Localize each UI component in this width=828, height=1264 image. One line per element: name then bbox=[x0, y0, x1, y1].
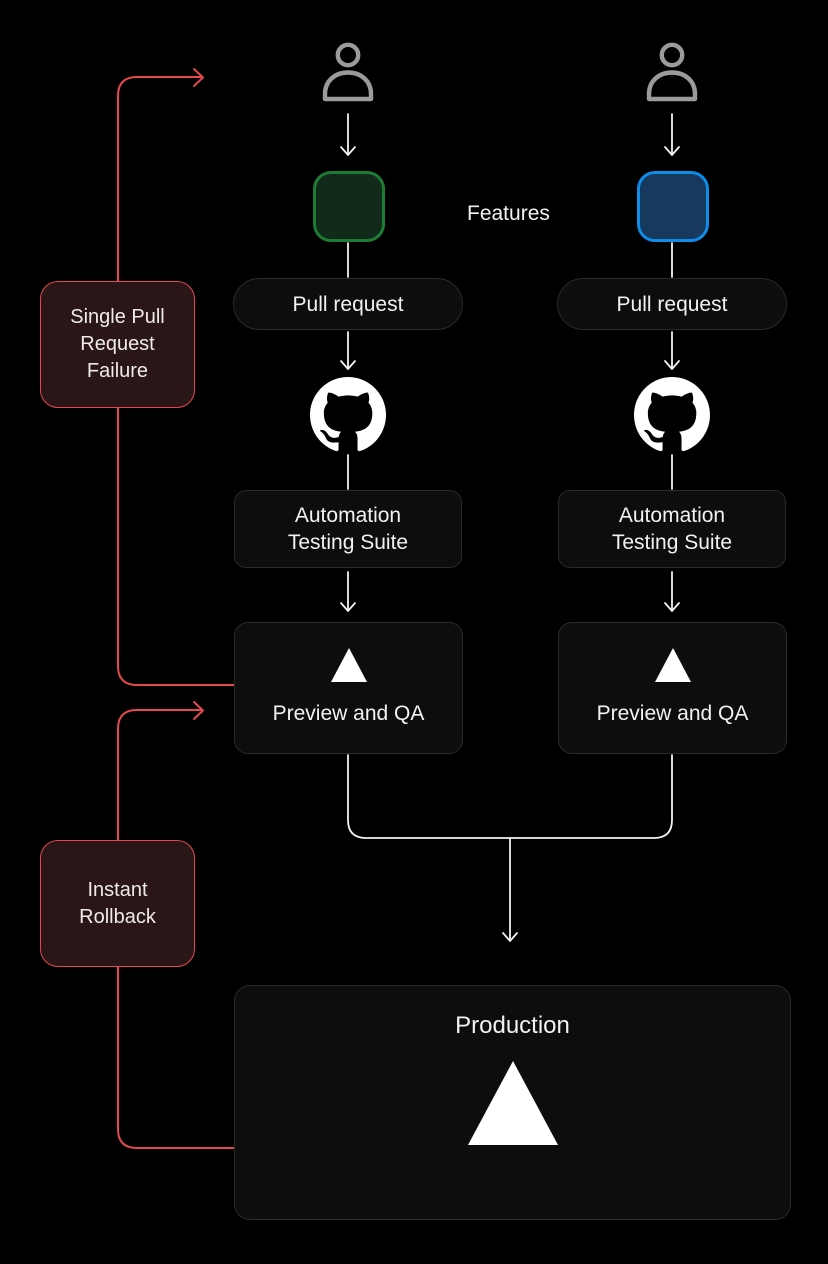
pull-request-label: Pull request bbox=[292, 292, 404, 316]
user-icon bbox=[322, 42, 374, 104]
automation-label-line1: Automation bbox=[618, 504, 726, 527]
automation-testing-suite-box-left bbox=[234, 490, 462, 568]
merge-line-previews bbox=[348, 755, 672, 838]
green-feature-branch-square bbox=[313, 171, 385, 242]
preview-qa-label: Preview and QA bbox=[272, 702, 425, 725]
preview-qa-box-left bbox=[234, 622, 463, 754]
automation-label-line1: Automation bbox=[294, 504, 402, 527]
vercel-triangle-icon bbox=[468, 1061, 558, 1145]
pull-request-label: Pull request bbox=[616, 292, 728, 316]
pull-request-pill-left bbox=[233, 278, 463, 330]
automation-testing-suite-box-right bbox=[558, 490, 786, 568]
rollback-label-line2: Rollback bbox=[79, 905, 156, 928]
pull-request-pill-right bbox=[557, 278, 787, 330]
preview-qa-label: Preview and QA bbox=[596, 702, 749, 725]
automation-label-line2: Testing Suite bbox=[611, 531, 733, 554]
failure-label-line2: Request bbox=[80, 333, 155, 355]
rollback-label-line1: Instant bbox=[87, 878, 148, 901]
production-label: Production bbox=[455, 1012, 570, 1039]
production-box bbox=[234, 985, 791, 1220]
github-icon bbox=[634, 377, 710, 453]
blue-feature-branch-square bbox=[637, 171, 709, 242]
preview-qa-box-right bbox=[558, 622, 787, 754]
failure-label-line3: Failure bbox=[86, 360, 149, 382]
single-pull-request-failure-annotation bbox=[40, 281, 195, 408]
features-label: Features bbox=[467, 202, 550, 225]
vercel-triangle-icon bbox=[655, 648, 691, 682]
instant-rollback-annotation bbox=[40, 840, 195, 967]
failure-label-line1: Single Pull bbox=[70, 306, 165, 328]
automation-label-line2: Testing Suite bbox=[287, 531, 409, 554]
github-icon bbox=[310, 377, 386, 453]
user-icon bbox=[646, 42, 698, 104]
vercel-triangle-icon bbox=[331, 648, 367, 682]
